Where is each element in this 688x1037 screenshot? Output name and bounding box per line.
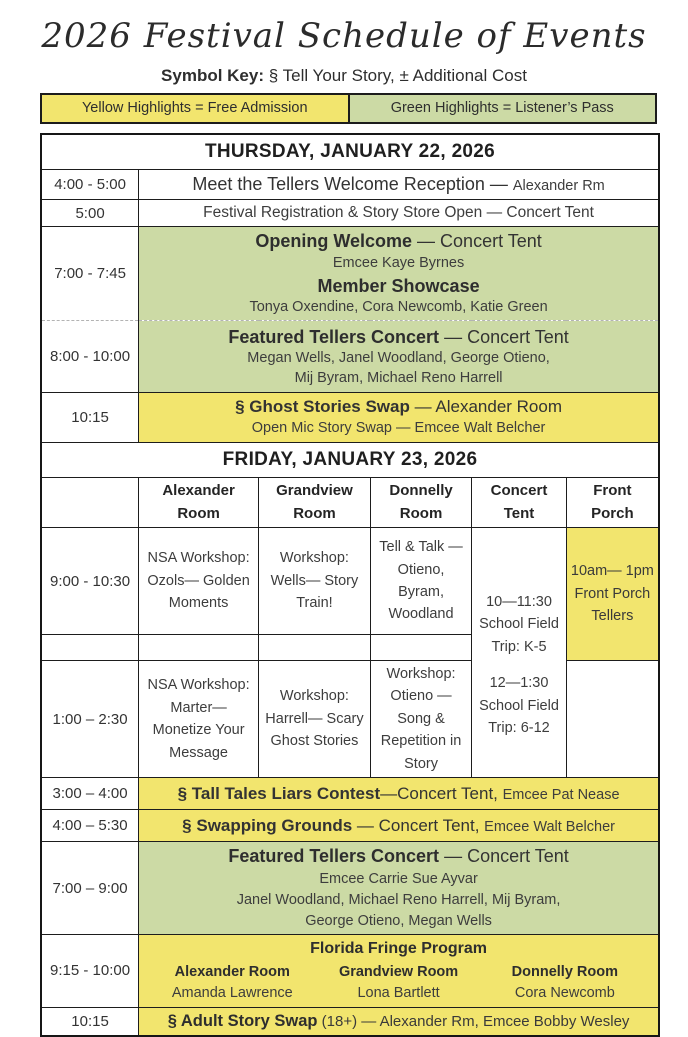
symbol-key [0, 66, 688, 86]
ghost-swap-event [139, 393, 659, 443]
fri-featured-event [139, 842, 659, 935]
fringe-title: Florida Fringe Program [310, 939, 488, 957]
ghost-swap-subtitle: Open Mic Story Swap — Emcee Walt Belcher [251, 420, 546, 437]
field-trip-6-12: 12—1:30 School Field Trip: 6-12 [479, 675, 559, 737]
gap-alexander-cell [139, 635, 259, 661]
highlight-legend [40, 93, 657, 124]
opening-event [139, 227, 659, 321]
legend-listeners-pass: Green Highlights = Listener’s Pass [350, 95, 656, 122]
member-showcase-tellers: Tonya Oxendine, Cora Newcomb, Katie Green [249, 298, 548, 315]
reception-title: Meet the Tellers Welcome Reception — [192, 174, 513, 194]
opening-title: Opening Welcome [255, 231, 413, 252]
legend-free-admission: Yellow Highlights = Free Admission [42, 95, 350, 122]
adult-swap-title: § Adult Story Swap [167, 1011, 318, 1030]
symbol-key-item-additional-cost: ± Additional Cost [399, 66, 527, 85]
thu-featured-event [139, 321, 659, 393]
adult-swap-event [139, 1007, 659, 1036]
fri-featured-time: 7:00 – 9:00 [41, 842, 139, 935]
swapping-grounds-title-suffix: — Concert Tent, [352, 815, 485, 835]
column-header-alexander-room: Alexander Room [139, 478, 259, 528]
morning-alexander-event: NSA Workshop: Ozols— Golden Moments [139, 528, 259, 635]
liars-contest-event [139, 778, 659, 810]
reception-time: 4:00 - 5:00 [41, 170, 139, 200]
fringe-slot-alexander [149, 962, 315, 1003]
member-showcase-title: Member Showcase [317, 275, 480, 296]
thu-featured-time: 8:00 - 10:00 [41, 321, 139, 393]
page-title: 2026 Festival Schedule of Events [41, 16, 647, 56]
thu-featured-tellers-line2: Mij Byram, Michael Reno Harrell [294, 369, 503, 386]
reception-location: Alexander Rm [512, 178, 605, 194]
friday-afternoon-row [41, 661, 659, 778]
morning-time: 9:00 - 10:30 [41, 528, 139, 635]
column-header-donnelly-room: Donnelly Room [370, 478, 471, 528]
ghost-swap-title: § Ghost Stories Swap [235, 397, 410, 417]
thursday-ghost-swap-row [41, 393, 659, 443]
fringe-teller-grandview: Lona Bartlett [357, 985, 440, 1002]
ghost-swap-time: 10:15 [41, 393, 139, 443]
fringe-columns [149, 962, 648, 1003]
schedule-table [40, 133, 660, 1037]
swapping-grounds-emcee: Emcee Walt Belcher [484, 818, 615, 835]
afternoon-time: 1:00 – 2:30 [41, 661, 139, 778]
fringe-teller-donnelly: Cora Newcomb [514, 985, 615, 1002]
thursday-header: THURSDAY, JANUARY 22, 2026 [41, 134, 659, 170]
swapping-grounds-title: § Swapping Grounds [182, 815, 353, 835]
fringe-teller-alexander: Amanda Lawrence [171, 985, 293, 1002]
fri-featured-tellers-line1: Janel Woodland, Michael Reno Harrell, Mij Byram, [236, 891, 561, 908]
liars-contest-title: § Tall Tales Liars Contest [177, 783, 381, 803]
symbol-key-label: Symbol Key: [161, 66, 265, 85]
thursday-reception-row [41, 170, 659, 200]
friday-time-column-header [41, 478, 139, 528]
column-header-front-porch: Front Porch [566, 478, 659, 528]
concert-tent-field-trips-cell [472, 528, 567, 778]
thursday-registration-row [41, 200, 659, 227]
friday-fringe-row [41, 934, 659, 1007]
column-header-concert-tent: Concert Tent [472, 478, 567, 528]
gap-time-cell [41, 635, 139, 661]
gap-grandview-cell [259, 635, 371, 661]
adult-swap-time: 10:15 [41, 1007, 139, 1036]
liars-contest-title-suffix: —Concert Tent, [380, 783, 503, 803]
registration-event [139, 200, 659, 227]
afternoon-alexander-event: NSA Workshop: Marter— Monetize Your Message [139, 661, 259, 778]
registration-text: Festival Registration & Story Store Open — Concert Tent [203, 204, 594, 221]
friday-header-row [41, 443, 659, 478]
thursday-header-row [41, 134, 659, 170]
gap-donnelly-cell [370, 635, 471, 661]
friday-featured-concert-row [41, 842, 659, 935]
field-trip-k5: 10—11:30 School Field Trip: K-5 [479, 593, 559, 655]
afternoon-front-porch-empty-cell [566, 661, 659, 778]
fri-featured-title: Featured Tellers Concert [228, 846, 440, 867]
liars-contest-time: 3:00 – 4:00 [41, 778, 139, 810]
fringe-room-grandview: Grandview Room [338, 964, 459, 981]
fringe-room-donnelly: Donnelly Room [511, 964, 619, 981]
fri-featured-emcee: Emcee Carrie Sue Ayvar [319, 870, 478, 887]
morning-donnelly-event: Tell & Talk — Otieno, Byram, Woodland [370, 528, 471, 635]
afternoon-grandview-event: Workshop: Harrell— Scary Ghost Stories [259, 661, 371, 778]
swapping-grounds-time: 4:00 – 5:30 [41, 810, 139, 842]
reception-event [139, 170, 659, 200]
opening-title-suffix: — Concert Tent [412, 231, 542, 252]
fringe-time: 9:15 - 10:00 [41, 934, 139, 1007]
opening-emcee: Emcee Kaye Byrnes [332, 255, 465, 272]
friday-swapping-grounds-row [41, 810, 659, 842]
ghost-swap-title-suffix: — Alexander Room [409, 397, 563, 417]
friday-morning-row [41, 528, 659, 635]
thu-featured-title-suffix: — Concert Tent [439, 326, 569, 347]
opening-time: 7:00 - 7:45 [41, 227, 139, 321]
symbol-key-item-tell-your-story: § Tell Your Story, [268, 66, 395, 85]
fri-featured-title-suffix: — Concert Tent [439, 846, 569, 867]
column-header-grandview-room: Grandview Room [259, 478, 371, 528]
thursday-opening-row [41, 227, 659, 321]
registration-time: 5:00 [41, 200, 139, 227]
adult-swap-title-suffix: (18+) — Alexander Rm, Emcee Bobby Wesley [317, 1012, 630, 1030]
fringe-room-alexander: Alexander Room [174, 964, 290, 981]
thu-featured-tellers-line1: Megan Wells, Janel Woodland, George Otieno, [247, 350, 550, 367]
liars-contest-emcee: Emcee Pat Nease [502, 786, 620, 803]
friday-header: FRIDAY, JANUARY 23, 2026 [41, 443, 659, 478]
fri-featured-tellers-line2: George Otieno, Megan Wells [305, 912, 492, 929]
thursday-featured-concert-row [41, 321, 659, 393]
thu-featured-title: Featured Tellers Concert [228, 326, 440, 347]
morning-grandview-event: Workshop: Wells— Story Train! [259, 528, 371, 635]
fringe-slot-grandview [315, 962, 481, 1003]
fringe-slot-donnelly [482, 962, 648, 1003]
afternoon-donnelly-event: Workshop: Otieno — Song & Repetition in Story [370, 661, 471, 778]
swapping-grounds-event [139, 810, 659, 842]
fringe-event [139, 934, 659, 1007]
friday-adult-swap-row [41, 1007, 659, 1036]
friday-liars-contest-row [41, 778, 659, 810]
friday-column-header-row [41, 478, 659, 528]
front-porch-tellers-cell: 10am— 1pm Front Porch Tellers [566, 528, 659, 661]
